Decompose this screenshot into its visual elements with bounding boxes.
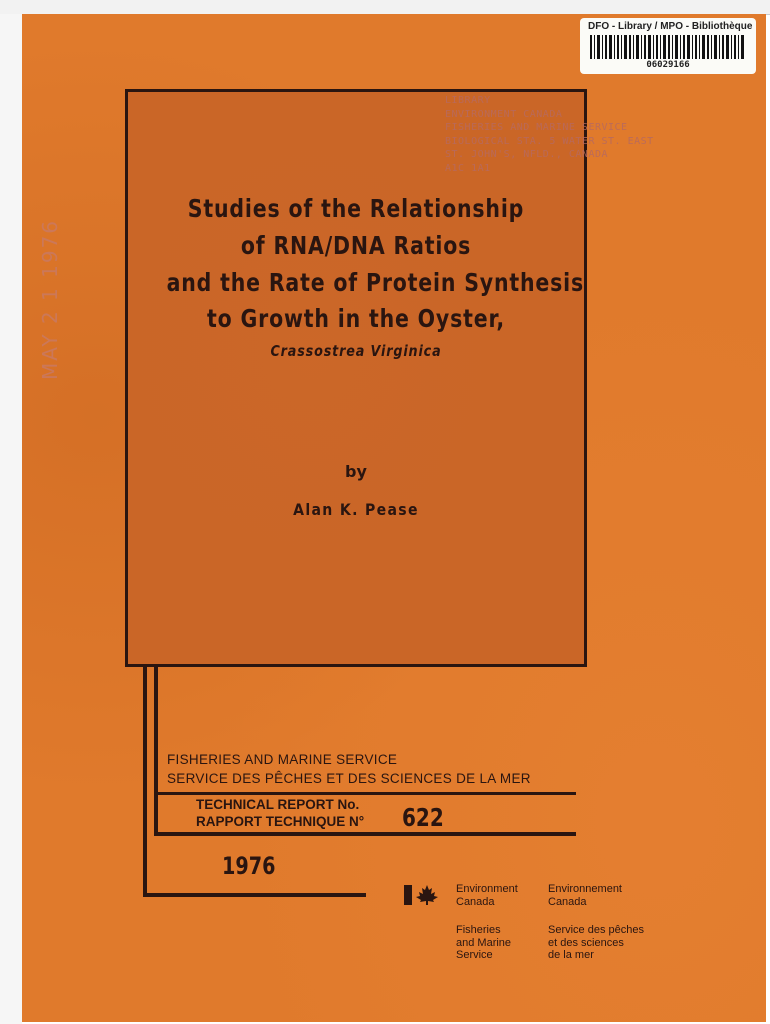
department-fisheries-english — [456, 924, 511, 962]
barcode-icon — [588, 35, 748, 59]
received-date-stamp: MAY 2 1 1976 — [38, 218, 62, 380]
department-text-line: de la mer — [548, 949, 594, 961]
department-text-line: and Marine — [456, 936, 512, 949]
by-label: by — [345, 462, 367, 481]
report-title-line: of RNA/DNA Ratios — [240, 231, 472, 260]
library-stamp-line: ENVIRONMENT CANADA — [445, 108, 563, 120]
publication-year: 1976 — [222, 852, 276, 880]
library-stamp-line: A1C 1A1 — [445, 162, 491, 174]
species-name: Crassostrea Virginica — [270, 342, 442, 360]
department-environment-french — [548, 883, 622, 908]
canada-flag-icon — [404, 884, 442, 906]
report-title-line: Studies of the Relationship — [187, 194, 525, 223]
barcode-title: DFO - Library / MPO - Bibliothèque — [588, 21, 753, 32]
department-fisheries-french — [548, 924, 644, 962]
library-barcode-label — [580, 18, 756, 74]
title-box — [125, 89, 587, 667]
agency-name-french: SERVICE DES PÊCHES ET DES SCIENCES DE LA MER — [167, 771, 531, 786]
report-label-french: RAPPORT TECHNIQUE N° — [196, 814, 365, 829]
report-title-line: to Growth in the Oyster, — [207, 304, 505, 333]
department-text-line: et des sciences — [548, 936, 624, 949]
department-text-line: Service — [456, 949, 493, 961]
frame-line-bottom — [143, 893, 366, 897]
department-text-line: Environment — [456, 883, 518, 895]
divider-rule — [154, 792, 576, 795]
department-text-line: Service des pêches — [548, 924, 644, 936]
department-text-line: Environnement — [548, 883, 622, 895]
page-top-margin — [0, 0, 770, 15]
department-environment-english — [456, 883, 518, 908]
library-stamp-line: ST. JOHN'S, NFLD., CANADA — [445, 149, 609, 160]
department-text-line: Canada — [456, 895, 495, 908]
department-text-line: Fisheries — [456, 924, 501, 936]
library-stamp-line: BIOLOGICAL STA. 5 WATER ST. EAST — [445, 135, 654, 147]
library-stamp — [445, 94, 675, 175]
page-left-margin — [0, 14, 22, 1024]
library-stamp-line: FISHERIES AND MARINE SERVICE — [445, 122, 628, 133]
author-name: Alan K. Pease — [293, 500, 419, 519]
frame-line-outer — [143, 664, 147, 896]
divider-rule — [154, 832, 576, 836]
frame-line-inner — [154, 664, 158, 836]
department-text-line: Canada — [548, 895, 587, 908]
report-label-english: TECHNICAL REPORT No. — [196, 797, 360, 812]
agency-name-english: FISHERIES AND MARINE SERVICE — [167, 752, 398, 767]
report-number: 622 — [402, 803, 444, 832]
barcode-number: 06029166 — [646, 60, 690, 70]
library-stamp-line: LIBRARY — [445, 95, 491, 106]
report-title-line: and the Rate of Protein Synthesis — [166, 268, 585, 297]
